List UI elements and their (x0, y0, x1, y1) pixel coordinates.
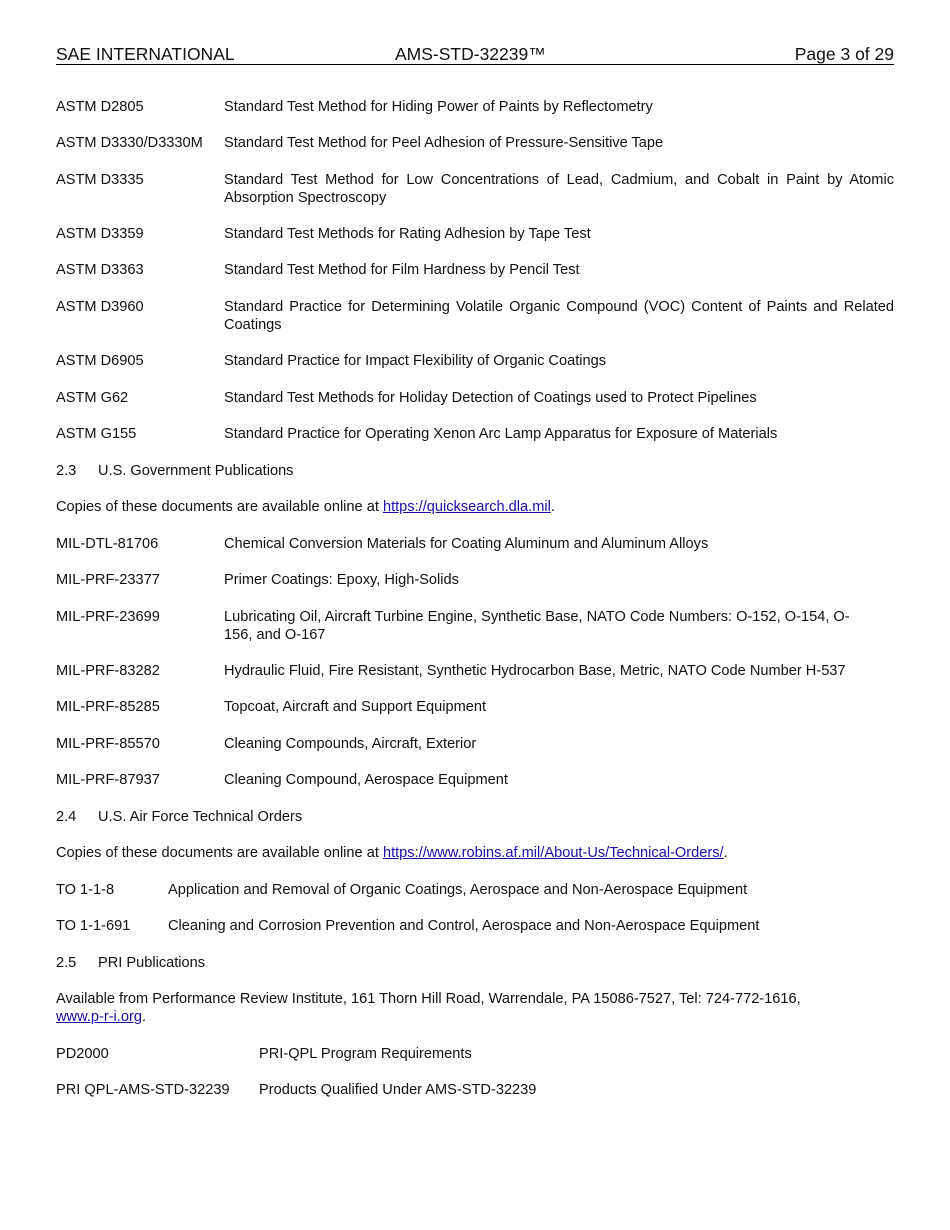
reference-code: PD2000 (56, 1046, 109, 1062)
reference-title: Standard Practice for Determining Volatile Organic Compound (VOC) Content of Paints and Related Coatings (224, 299, 894, 333)
header-org: SAE INTERNATIONAL (56, 44, 235, 64)
reference-title: Cleaning Compound, Aerospace Equipment (224, 772, 508, 788)
section-title: U.S. Government Publications (98, 463, 294, 479)
reference-code: TO 1-1-8 (56, 882, 115, 898)
header-doc-id: AMS-STD-32239™ (395, 44, 546, 64)
reference-code: MIL-DTL-81706 (56, 536, 159, 552)
intro-suffix: . (141, 1009, 147, 1025)
intro-suffix: . (723, 845, 728, 861)
pri-website-link[interactable]: www.p-r-i.org (56, 1009, 142, 1025)
header-page-number: Page 3 of 29 (794, 44, 894, 64)
intro-suffix: . (550, 499, 555, 515)
reference-title: Cleaning Compounds, Aircraft, Exterior (224, 736, 477, 752)
reference-code: MIL-PRF-85285 (56, 699, 160, 715)
reference-title: Standard Test Method for Film Hardness by Pencil Test (224, 262, 580, 278)
reference-code: ASTM D3359 (56, 226, 144, 242)
section-intro (56, 844, 894, 862)
reference-title: Chemical Conversion Materials for Coating Aluminum and Aluminum Alloys (224, 536, 709, 552)
reference-title-line1: Lubricating Oil, Aircraft Turbine Engine, Synthetic Base, NATO Code Numbers: O-152, O-154, O- (224, 609, 850, 625)
intro-text: Copies of these documents are available online at (56, 499, 383, 515)
page-header (56, 44, 894, 65)
section-title: U.S. Air Force Technical Orders (98, 809, 303, 825)
section-number: 2.3 (56, 463, 77, 479)
reference-title: Standard Test Methods for Rating Adhesion by Tape Test (224, 226, 591, 242)
reference-title: Topcoat, Aircraft and Support Equipment (224, 699, 487, 715)
reference-title: Standard Practice for Operating Xenon Arc Lamp Apparatus for Exposure of Materials (224, 426, 778, 442)
reference-title: Products Qualified Under AMS-STD-32239 (259, 1082, 537, 1098)
reference-code: ASTM D3335 (56, 172, 144, 188)
section-title: PRI Publications (98, 955, 206, 971)
reference-title: Standard Test Method for Peel Adhesion of Pressure-Sensitive Tape (224, 135, 664, 151)
reference-title: Standard Test Method for Hiding Power of Paints by Reflectometry (224, 99, 653, 115)
intro-text: Copies of these documents are available online at (56, 845, 383, 861)
reference-title: Cleaning and Corrosion Prevention and Control, Aerospace and Non-Aerospace Equipment (168, 918, 760, 934)
reference-title-line2: 156, and O-167 (224, 627, 326, 643)
reference-code: TO 1-1-691 (56, 918, 131, 934)
reference-title: Standard Test Method for Low Concentrations of Lead, Cadmium, and Cobalt in Paint by Atomic Absorption Spectroscopy (224, 172, 894, 206)
intro-link-line (56, 1008, 894, 1026)
reference-code: ASTM D6905 (56, 353, 144, 369)
reference-code: MIL-PRF-83282 (56, 663, 160, 679)
reference-code: ASTM G155 (56, 426, 137, 442)
reference-code: ASTM D3960 (56, 299, 144, 315)
reference-code: MIL-PRF-23699 (56, 609, 160, 625)
reference-code: ASTM G62 (56, 390, 129, 406)
reference-code: MIL-PRF-23377 (56, 572, 160, 588)
reference-code: ASTM D3330/D3330M (56, 135, 203, 151)
section-number: 2.5 (56, 955, 77, 971)
reference-title: Standard Test Methods for Holiday Detection of Coatings used to Protect Pipelines (224, 390, 757, 406)
reference-title: Primer Coatings: Epoxy, High-Solids (224, 572, 459, 588)
reference-title: Standard Practice for Impact Flexibility of Organic Coatings (224, 353, 607, 369)
reference-code: PRI QPL-AMS-STD-32239 (56, 1082, 230, 1098)
reference-code: MIL-PRF-87937 (56, 772, 160, 788)
reference-code: MIL-PRF-85570 (56, 736, 160, 752)
intro-text: Available from Performance Review Institute, 161 Thorn Hill Road, Warrendale, PA 15086-7527, Tel: 724-772-1616, (56, 991, 801, 1007)
reference-title: PRI-QPL Program Requirements (259, 1046, 472, 1062)
reference-title: Application and Removal of Organic Coatings, Aerospace and Non-Aerospace Equipment (168, 882, 748, 898)
section-number: 2.4 (56, 809, 77, 825)
reference-code: ASTM D3363 (56, 262, 144, 278)
reference-code: ASTM D2805 (56, 99, 144, 115)
robins-technical-orders-link[interactable]: https://www.robins.af.mil/About-Us/Technical-Orders/ (382, 845, 724, 861)
reference-title: Hydraulic Fluid, Fire Resistant, Synthetic Hydrocarbon Base, Metric, NATO Code Number H-537 (224, 663, 846, 679)
section-intro (56, 990, 894, 1026)
dla-quicksearch-link[interactable]: https://quicksearch.dla.mil (382, 499, 551, 515)
section-intro (56, 498, 894, 516)
